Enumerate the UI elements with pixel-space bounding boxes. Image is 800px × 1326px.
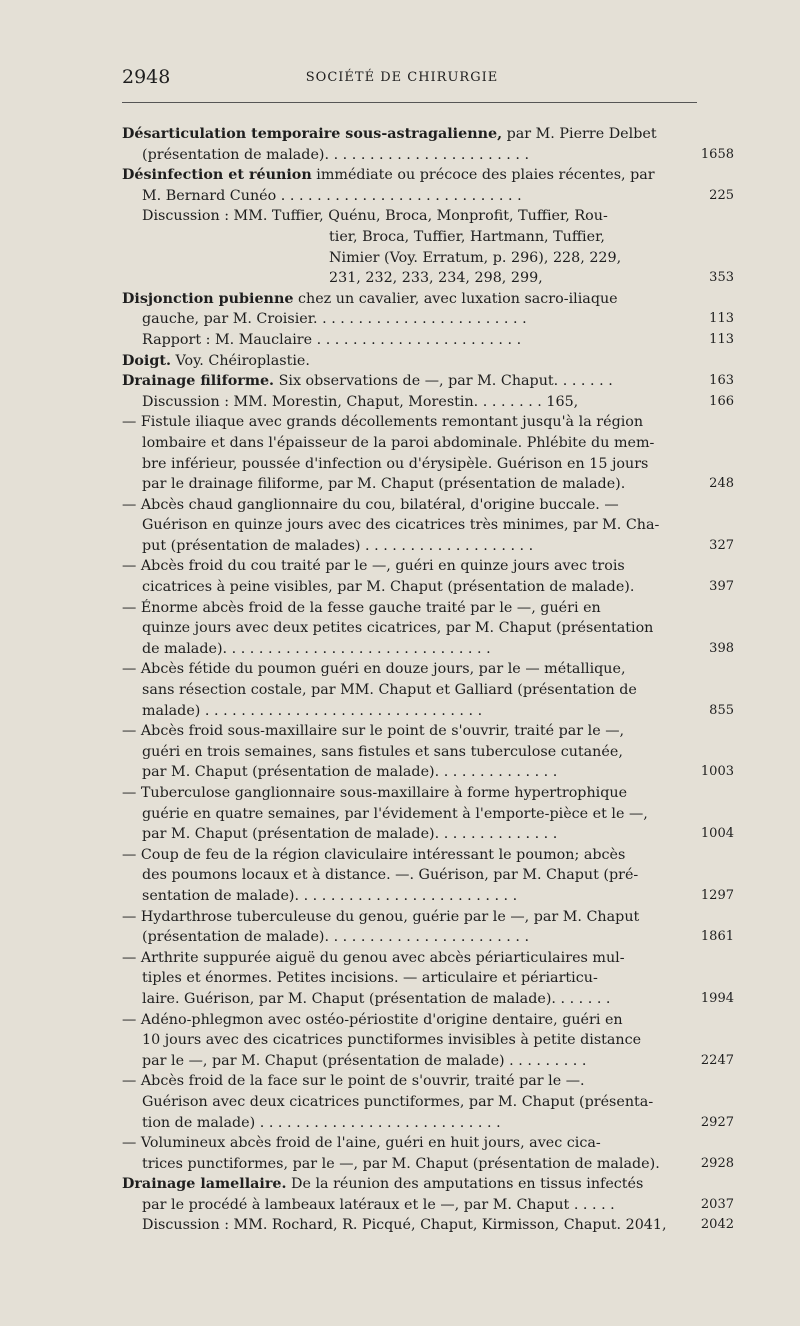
entry-text: — Coup de feu de la région claviculaire intéressant le poumon; abcès [122, 846, 626, 863]
page-reference: 353 [709, 270, 734, 286]
entry-line [122, 907, 682, 928]
entry-text: — Abcès chaud ganglionnaire du cou, bilatéral, d'origine buccale. — [122, 496, 619, 513]
entry-text: Six observations de —, par M. Chaput. . . . . . . [274, 373, 613, 390]
index-entries [122, 124, 734, 1236]
entry-line [122, 454, 682, 475]
page-reference: 397 [709, 579, 734, 595]
entry-line [122, 556, 682, 577]
page-reference: 166 [709, 393, 734, 409]
page-reference: 2927 [700, 1114, 734, 1130]
entry-line [122, 1215, 734, 1236]
entry-text: tier, Broca, Tuffier, Hartmann, Tuffier, [329, 228, 605, 245]
page-number: 2948 [122, 66, 171, 88]
entry-line [122, 680, 682, 701]
entry-text: — Arthrite suppurée aiguë du genou avec abcès périarticulaires mul- [122, 949, 625, 966]
entry-text: — Énorme abcès froid de la fesse gauche traité par le —, guéri en [122, 599, 601, 616]
entry-text: Guérison en quinze jours avec des cicatrices très minimes, par M. Cha- [142, 517, 660, 534]
entry-line [122, 330, 734, 351]
entry-line [122, 1010, 682, 1031]
entry-text: laire. Guérison, par M. Chaput (présentation de malade). . . . . . . [142, 990, 611, 1007]
entry-text: bre inférieur, poussée d'infection ou d'érysipèle. Guérison en 15 jours [142, 455, 649, 472]
entry-text: gauche, par M. Croisier. . . . . . . . . . . . . . . . . . . . . . . . [142, 311, 527, 328]
entry-text: Discussion : MM. Rochard, R. Picqué, Chaput, Kirmisson, Chaput. 2041, [142, 1217, 667, 1234]
entry-line [122, 536, 734, 557]
entry-text: Nimier (Voy. Erratum, p. 296), 228, 229, [329, 249, 622, 266]
entry-line [122, 289, 682, 310]
entry-text: — Adéno-phlegmon avec ostéo-périostite d'origine dentaire, guéri en [122, 1011, 623, 1028]
entry-text: tion de malade) . . . . . . . . . . . . . . . . . . . . . . . . . . . [142, 1114, 501, 1131]
index-entry [122, 165, 734, 289]
entry-text: par M. Pierre Delbet [502, 126, 657, 142]
entry-text: Guérison avec deux cicatrices punctiformes, par M. Chaput (présenta- [142, 1093, 654, 1110]
entry-heading: Disjonction pubienne [122, 290, 294, 307]
page-reference: 1994 [700, 990, 734, 1006]
entry-text: sentation de malade). . . . . . . . . . . . . . . . . . . . . . . . . [142, 887, 518, 904]
entry-text: (présentation de malade). . . . . . . . . . . . . . . . . . . . . . . [142, 146, 530, 163]
entry-line [122, 1113, 734, 1134]
entry-line [122, 824, 734, 845]
entry-text: Discussion : MM. Morestin, Chaput, Morestin. . . . . . . . 165, [142, 393, 579, 410]
entry-line [122, 186, 734, 207]
entry-line [122, 412, 682, 433]
entry-line [122, 659, 682, 680]
entry-line [122, 1071, 682, 1092]
entry-line [122, 968, 682, 989]
index-entry [122, 1174, 734, 1236]
entry-line [122, 989, 734, 1010]
page-reference: 398 [709, 640, 734, 656]
entry-line [122, 495, 682, 516]
entry-text: malade) . . . . . . . . . . . . . . . . . . . . . . . . . . . . . . . [142, 702, 483, 719]
entry-text: guéri en trois semaines, sans fistules et sans tuberculose cutanée, [142, 743, 623, 760]
index-entry [122, 371, 734, 1174]
entry-text: chez un cavalier, avec luxation sacro-iliaque [293, 290, 618, 307]
entry-text: — Abcès froid de la face sur le point de s'ouvrir, traité par le —. [122, 1073, 585, 1090]
entry-line [122, 804, 682, 825]
entry-text: Discussion : MM. Tuffier, Quénu, Broca, Monprofit, Tuffier, Rou- [142, 208, 608, 225]
entry-line [122, 577, 734, 598]
entry-text: — Fistule iliaque avec grands décollements remontant jusqu'à la région [122, 414, 644, 431]
entry-text: tiples et énormes. Petites incisions. — articulaire et périarticu- [142, 970, 598, 987]
page-reference: 2247 [700, 1052, 734, 1068]
page-reference: 327 [709, 537, 734, 553]
entry-line [122, 721, 682, 742]
entry-text: — Hydarthrose tuberculeuse du genou, guérie par le —, par M. Chaput [122, 908, 640, 925]
entry-line [122, 206, 682, 227]
running-title: SOCIÉTÉ DE CHIRURGIE [305, 70, 499, 85]
entry-text: De la réunion des amputations en tissus infectés [286, 1176, 644, 1193]
entry-line [122, 371, 734, 392]
entry-text: — Abcès froid du cou traité par le —, guéri en quinze jours avec trois [122, 558, 625, 575]
entry-heading: Drainage filiforme. [122, 373, 275, 390]
entry-line [122, 165, 682, 186]
index-entry [122, 351, 682, 372]
entry-text: guérie en quatre semaines, par l'évidement à l'emporte-pièce et le —, [142, 805, 648, 822]
entry-text: par M. Chaput (présentation de malade). . . . . . . . . . . . . . [142, 826, 558, 843]
entry-text: 231, 232, 233, 234, 298, 299, [329, 270, 543, 287]
entry-line [122, 268, 734, 289]
entry-text: quinze jours avec deux petites cicatrices, par M. Chaput (présentation [142, 620, 654, 637]
entry-text: put (présentation de malades) . . . . . . . . . . . . . . . . . . . [142, 537, 534, 554]
entry-line [122, 351, 682, 372]
page-reference: 1003 [700, 764, 734, 780]
page-reference: 2042 [700, 1217, 734, 1233]
page-reference: 248 [709, 476, 734, 492]
entry-text: immédiate ou précoce des plaies récentes, par [311, 167, 655, 184]
page-header [122, 64, 682, 94]
page-reference: 113 [709, 311, 734, 327]
entry-line [122, 865, 682, 886]
entry-text: 10 jours avec des cicatrices punctiformes invisibles à petite distance [142, 1032, 642, 1049]
entry-text: — Abcès fétide du poumon guéri en douze jours, par le — métallique, [122, 661, 626, 678]
entry-line [122, 1051, 734, 1072]
page-reference: 163 [709, 373, 734, 389]
page-reference: 1861 [700, 929, 734, 945]
entry-text: par le —, par M. Chaput (présentation de malade) . . . . . . . . . [142, 1052, 587, 1069]
entry-line [122, 618, 682, 639]
header-rule [122, 102, 697, 103]
entry-text: Rapport : M. Mauclaire . . . . . . . . . . . . . . . . . . . . . . . [142, 331, 522, 348]
entry-text: M. Bernard Cunéo . . . . . . . . . . . . . . . . . . . . . . . . . . . [142, 187, 522, 204]
entry-line [122, 227, 682, 248]
entry-line [122, 742, 682, 763]
page-reference: 2928 [700, 1155, 734, 1171]
entry-heading: Drainage lamellaire. [122, 1176, 287, 1193]
entry-line [122, 598, 682, 619]
entry-text: sans résection costale, par MM. Chaput et Galliard (présentation de [142, 682, 637, 699]
page-reference: 1297 [700, 887, 734, 903]
entry-text: cicatrices à peine visibles, par M. Chaput (présentation de malade). [142, 579, 635, 596]
entry-text: des poumons locaux et à distance. —. Guérison, par M. Chaput (pré- [142, 867, 639, 884]
entry-line [122, 783, 682, 804]
entry-text: (présentation de malade). . . . . . . . . . . . . . . . . . . . . . . [142, 929, 530, 946]
entry-line [122, 124, 682, 145]
entry-line [122, 515, 682, 536]
entry-line [122, 1195, 734, 1216]
page-reference: 1658 [700, 146, 734, 162]
entry-line [122, 1174, 682, 1195]
entry-text: par M. Chaput (présentation de malade). . . . . . . . . . . . . . [142, 764, 558, 781]
index-entry [122, 289, 734, 351]
page-reference: 1004 [700, 826, 734, 842]
entry-line [122, 474, 734, 495]
entry-text: lombaire et dans l'épaisseur de la paroi abdominale. Phlébite du mem- [142, 434, 655, 451]
entry-text: — Tuberculose ganglionnaire sous-maxillaire à forme hypertrophique [122, 785, 628, 801]
entry-heading: Désarticulation temporaire sous-astragalienne, [122, 126, 503, 142]
entry-line [122, 639, 734, 660]
entry-heading: Doigt. [122, 352, 171, 369]
entry-heading: Désinfection et réunion [122, 167, 312, 184]
page-reference: 855 [709, 702, 734, 718]
entry-line [122, 1154, 734, 1175]
entry-line [122, 701, 734, 722]
page-reference: 225 [709, 187, 734, 203]
entry-line [122, 433, 682, 454]
entry-text: — Volumineux abcès froid de l'aine, guéri en huit jours, avec cica- [122, 1135, 601, 1152]
entry-text: par le procédé à lambeaux latéraux et le —, par M. Chaput . . . . . [142, 1196, 615, 1213]
entry-line [122, 1092, 682, 1113]
entry-line [122, 309, 734, 330]
entry-line [122, 845, 682, 866]
entry-line [122, 1030, 682, 1051]
entry-text: trices punctiformes, par le —, par M. Chaput (présentation de malade). [142, 1155, 660, 1172]
page-reference: 113 [709, 331, 734, 347]
entry-text: de malade). . . . . . . . . . . . . . . . . . . . . . . . . . . . . . [142, 640, 491, 657]
entry-line [122, 762, 734, 783]
entry-line [122, 927, 734, 948]
entry-text: par le drainage filiforme, par M. Chaput (présentation de malade). [142, 476, 626, 493]
entry-line [122, 948, 682, 969]
entry-line [122, 145, 734, 166]
entry-text: Voy. Chéiroplastie. [170, 352, 310, 369]
page-reference: 2037 [700, 1196, 734, 1212]
entry-line [122, 248, 682, 269]
index-entry [122, 124, 734, 165]
entry-line [122, 886, 734, 907]
entry-line [122, 1133, 682, 1154]
entry-line [122, 392, 734, 413]
entry-text: — Abcès froid sous-maxillaire sur le point de s'ouvrir, traité par le —, [122, 723, 625, 740]
